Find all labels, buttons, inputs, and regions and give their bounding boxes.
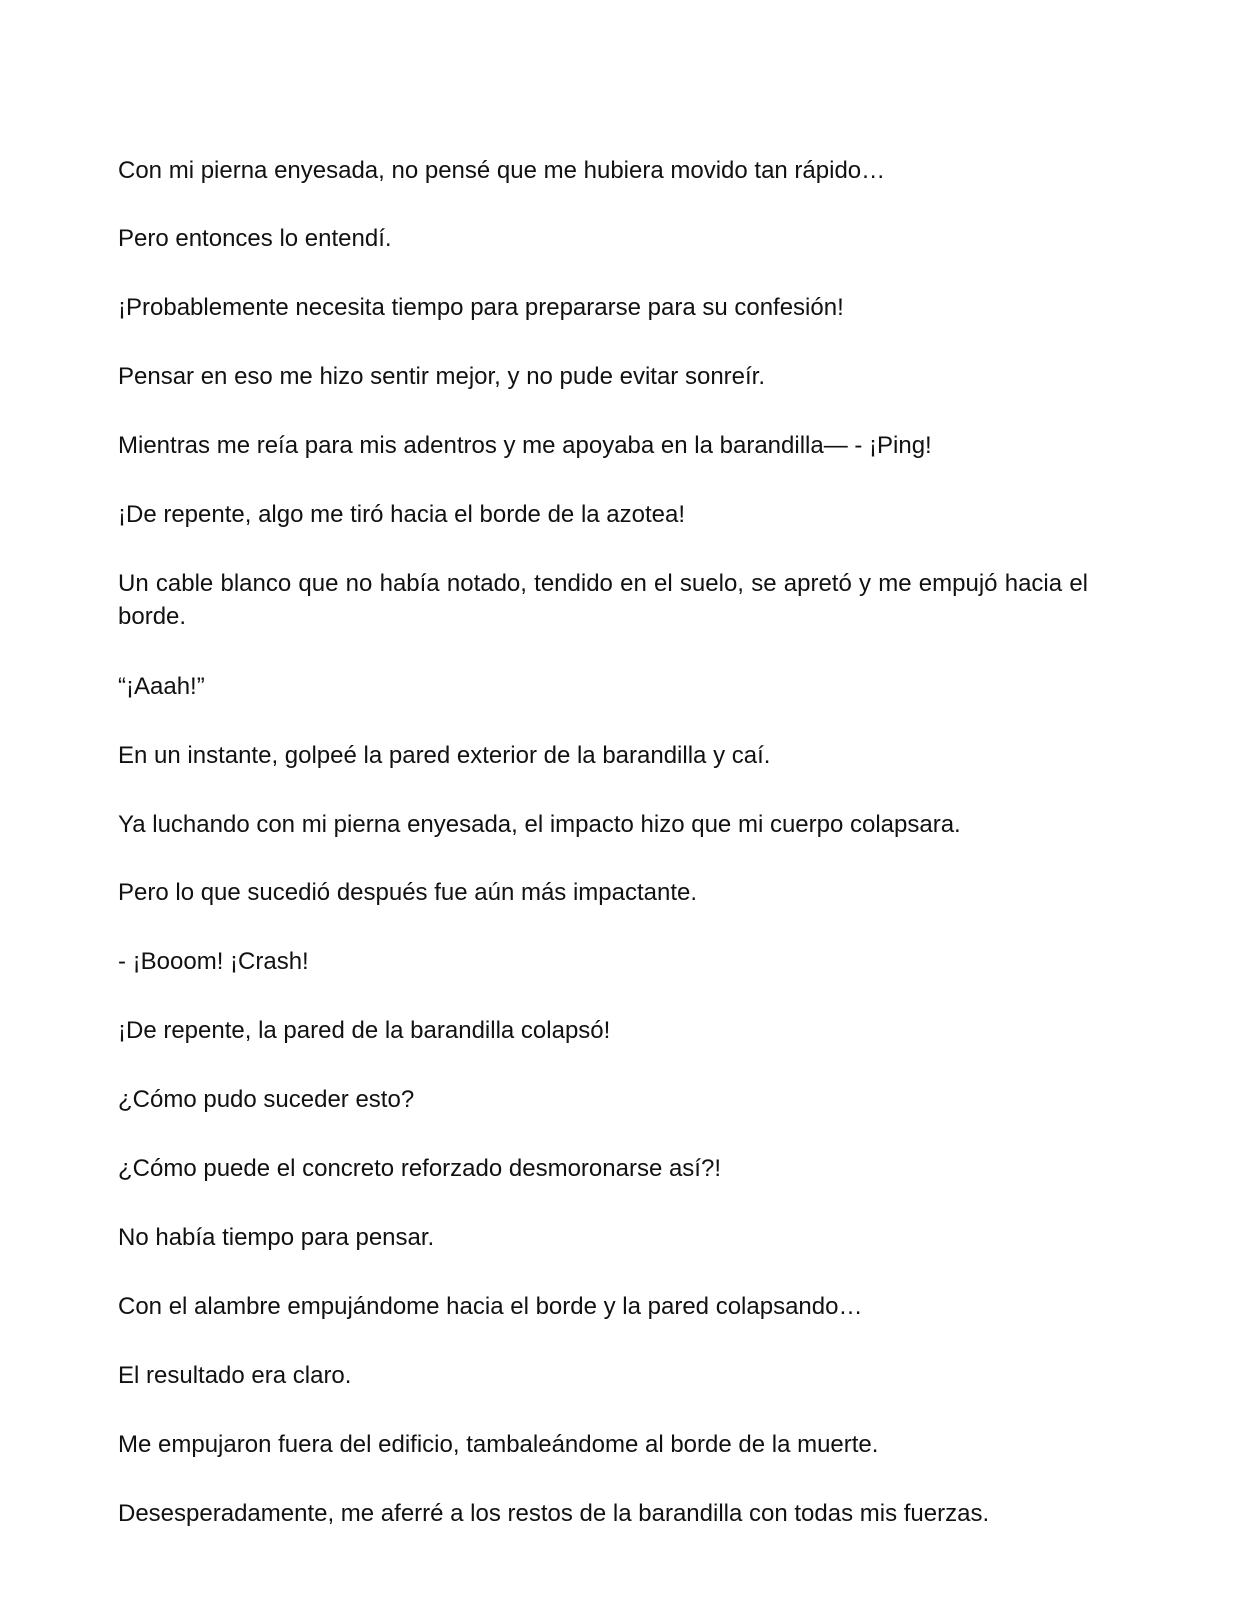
paragraph: Pensar en eso me hizo sentir mejor, y no pude evitar sonreír. [118, 363, 766, 390]
paragraph: No había tiempo para pensar. [118, 1224, 435, 1251]
paragraph: Ya luchando con mi pierna enyesada, el impacto hizo que mi cuerpo colapsara. [118, 811, 961, 838]
paragraph: ¿Cómo pudo suceder esto? [118, 1086, 415, 1113]
paragraph: Con el alambre empujándome hacia el borde y la pared colapsando… [118, 1293, 863, 1320]
paragraph: - ¡Booom! ¡Crash! [118, 948, 309, 975]
paragraph: Un cable blanco que no había notado, tendido en el suelo, se apretó y me empujó hacia el borde. [118, 570, 1088, 630]
paragraph: Desesperadamente, me aferré a los restos de la barandilla con todas mis fuerzas. [118, 1500, 990, 1527]
paragraph: Pero lo que sucedió después fue aún más impactante. [118, 879, 698, 906]
paragraph: “¡Aaah!” [118, 673, 205, 700]
paragraph: ¡De repente, la pared de la barandilla colapsó! [118, 1017, 611, 1044]
paragraph: ¡De repente, algo me tiró hacia el borde de la azotea! [118, 501, 686, 528]
paragraph: ¿Cómo puede el concreto reforzado desmoronarse así?! [118, 1155, 721, 1182]
paragraph: Pero entonces lo entendí. [118, 225, 392, 252]
paragraph: En un instante, golpeé la pared exterior de la barandilla y caí. [118, 742, 771, 769]
paragraph: ¡Probablemente necesita tiempo para prepararse para su confesión! [118, 294, 844, 321]
paragraph: Mientras me reía para mis adentros y me apoyaba en la barandilla— - ¡Ping! [118, 432, 932, 459]
paragraph: El resultado era claro. [118, 1362, 352, 1389]
paragraph: Con mi pierna enyesada, no pensé que me hubiera movido tan rápido… [118, 157, 886, 184]
paragraph: Me empujaron fuera del edificio, tambaleándome al borde de la muerte. [118, 1431, 879, 1458]
